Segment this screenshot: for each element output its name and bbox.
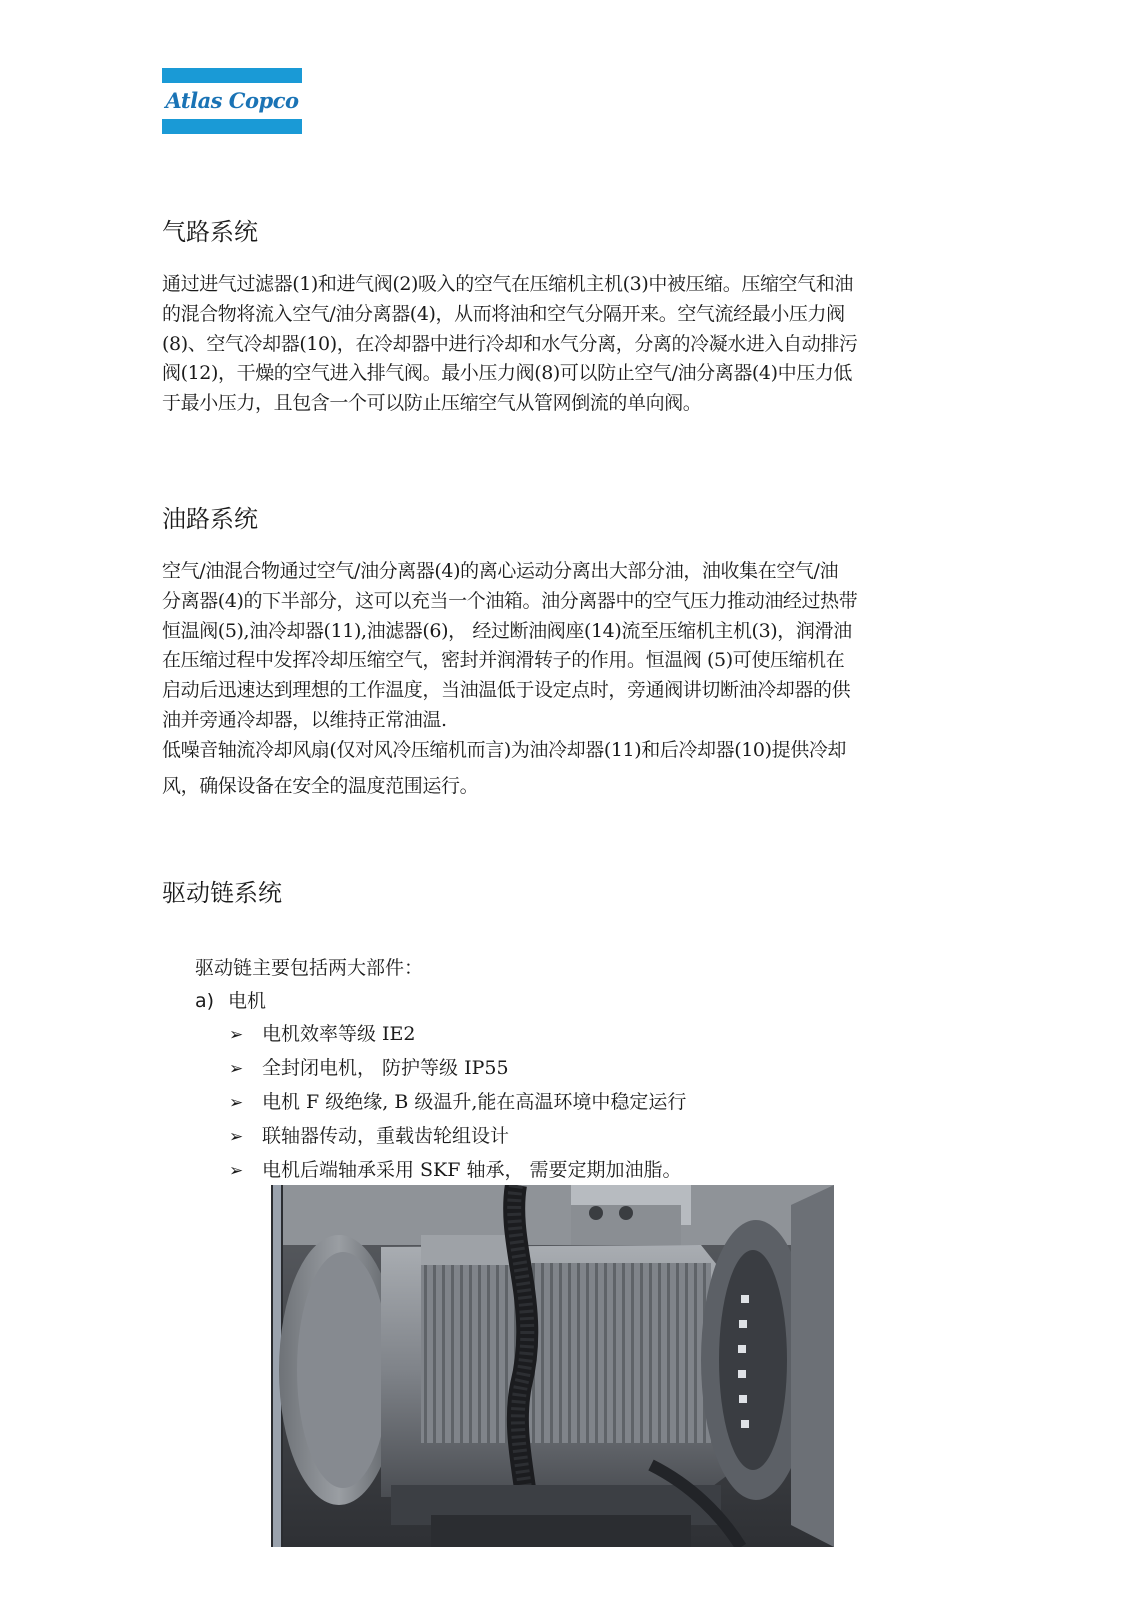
arrow-bullet-icon: ➢ [229, 1093, 244, 1113]
drive-sub-item-motor [195, 986, 266, 1013]
sub-item-marker: a) [195, 990, 215, 1012]
oil-line: 启动后迅速达到理想的工作温度，当油温低于设定点时，旁通阀讲切断油冷却器的供 [162, 679, 851, 702]
oil-system-heading: 油路系统 [162, 505, 258, 533]
oil-line: 风，确保设备在安全的温度范围运行。 [162, 774, 479, 797]
air-system-heading: 气路系统 [162, 218, 258, 246]
list-item-text: 联轴器传动，重载齿轮组设计 [262, 1125, 510, 1147]
air-line: 通过进气过滤器(1)和进气阀(2)吸入的空气在压缩机主机(3)中被压缩。压缩空气和油 [162, 273, 853, 295]
oil-line: 低噪音轴流冷却风扇(仅对风冷压缩机而言)为油冷却器(11)和后冷却器(10)提供冷却 [162, 738, 847, 761]
arrow-bullet-icon: ➢ [229, 1025, 244, 1045]
drive-intro: 驱动链主要包括两大部件： [195, 957, 424, 979]
oil-line: 油并旁通冷却器，以维持正常油温. [162, 708, 447, 731]
logo-wordmark: Atlas Copco [165, 88, 299, 113]
logo-bottom-bar [162, 119, 302, 134]
list-item [229, 1153, 686, 1187]
atlas-copco-logo [162, 68, 302, 134]
list-item-text: 电机效率等级 IE2 [262, 1023, 416, 1045]
oil-line: 分离器(4)的下半部分，这可以充当一个油箱。油分离器中的空气压力推动油经过热带 [162, 589, 858, 612]
air-line: 于最小压力，且包含一个可以防止压缩空气从管网倒流的单向阀。 [162, 392, 702, 415]
air-line: 阀(12)，干燥的空气进入排气阀。最小压力阀(8)可以防止空气/油分离器(4)中压力低 [162, 362, 853, 385]
air-line: (8)、空气冷却器(10)，在冷却器中进行冷却和水气分离，分离的冷凝水进入自动排污 [162, 332, 858, 355]
list-item [229, 1051, 686, 1085]
list-item [229, 1119, 686, 1153]
oil-line: 恒温阀(5),油冷却器(11),油滤器(6)， 经过断油阀座(14)流至压缩机主机(3)，润滑油 [162, 619, 852, 642]
arrow-bullet-icon: ➢ [229, 1059, 244, 1079]
air-system-paragraph [162, 270, 1022, 419]
logo-top-bar [162, 68, 302, 83]
list-item-text: 电机 F 级绝缘, B 级温升,能在高温环境中稳定运行 [262, 1091, 687, 1113]
oil-line: 在压缩过程中发挥冷却压缩空气，密封并润滑转子的作用。恒温阀 (5)可使压缩机在 [162, 649, 845, 672]
sub-item-title: 电机 [228, 990, 267, 1012]
drive-system-heading: 驱动链系统 [162, 879, 282, 907]
motor-feature-list [229, 1017, 686, 1187]
list-item-text: 全封闭电机， 防护等级 IP55 [262, 1057, 509, 1079]
oil-system-paragraph [162, 557, 1022, 800]
electric-motor-photo [271, 1185, 834, 1547]
air-line: 的混合物将流入空气/油分离器(4)，从而将油和空气分隔开来。空气流经最小压力阀 [162, 302, 845, 325]
list-item [229, 1017, 686, 1051]
list-item-text: 电机后端轴承采用 SKF 轴承， 需要定期加油脂。 [262, 1159, 682, 1181]
list-item [229, 1085, 686, 1119]
oil-line: 空气/油混合物通过空气/油分离器(4)的离心运动分离出大部分油，油收集在空气/油 [162, 560, 839, 582]
arrow-bullet-icon: ➢ [229, 1127, 244, 1147]
arrow-bullet-icon: ➢ [229, 1161, 244, 1181]
